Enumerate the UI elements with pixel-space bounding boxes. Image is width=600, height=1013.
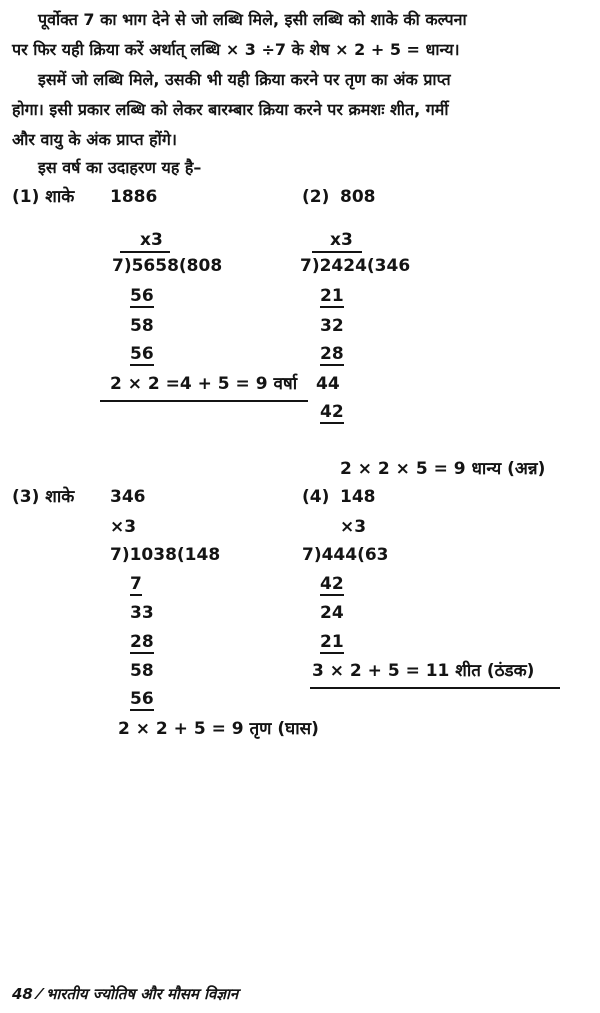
example-3-division: 7)1038(148: [110, 545, 221, 565]
example-2-step: 44: [316, 374, 340, 394]
example-1-value: 1886: [110, 187, 158, 207]
example-1-step: 58: [130, 316, 154, 336]
example-1-mult-line: [120, 251, 170, 253]
paragraph-line: और वायु के अंक प्राप्त होंगे।: [12, 130, 177, 149]
example-2-multiplier: x3: [330, 230, 353, 250]
example-1-multiplier: x3: [140, 230, 163, 250]
paragraph-line: होगा। इसी प्रकार लब्धि को लेकर बारम्बार क्रिया करने पर क्रमशः शीत, गर्मी: [12, 100, 449, 119]
example-1-result-line: [100, 400, 308, 402]
example-4-result-line: [310, 687, 560, 689]
example-2-label: (2): [302, 187, 330, 207]
example-4-step: 24: [320, 603, 344, 623]
example-3-step: 33: [130, 603, 154, 623]
example-4-step: 42: [320, 574, 344, 594]
paragraph-line: इस वर्ष का उदाहरण यह है–: [38, 158, 202, 177]
example-2-division: 7)2424(346: [300, 256, 411, 276]
example-2-result: 2 × 2 × 5 = 9 धान्य (अन्न): [340, 459, 546, 479]
example-1-step: 56: [130, 286, 154, 306]
example-3-value: 346: [110, 487, 146, 507]
paragraph-line: पूर्वोक्त 7 का भाग देने से जो लब्धि मिले, इसी लब्धि को शाके की कल्पना: [38, 10, 467, 29]
example-3-step: 56: [130, 689, 154, 709]
example-4-result: 3 × 2 + 5 = 11 शीत (ठंडक): [312, 661, 535, 681]
example-4-value: 148: [340, 487, 376, 507]
paragraph-line: पर फिर यही क्रिया करें अर्थात् लब्धि × 3 ÷7 के शेष × 2 + 5 = धान्य।: [12, 40, 460, 59]
example-1-step: 56: [130, 344, 154, 364]
example-1-division: 7)5658(808: [112, 256, 223, 276]
example-1-label: (1) शाके: [12, 187, 75, 207]
example-3-multiplier: ×3: [110, 517, 137, 537]
example-2-step: 42: [320, 402, 344, 422]
example-2-step: 28: [320, 344, 344, 364]
example-3-label: (3) शाके: [12, 487, 75, 507]
paragraph-line: इसमें जो लब्धि मिले, उसकी भी यही क्रिया करने पर तृण का अंक प्राप्त: [38, 70, 451, 89]
example-2-step: 21: [320, 286, 344, 306]
example-3-step: 58: [130, 661, 154, 681]
example-3-step: 28: [130, 632, 154, 652]
example-4-division: 7)444(63: [302, 545, 389, 565]
example-3-step: 7: [130, 574, 142, 594]
example-1-result: 2 × 2 =4 + 5 = 9 वर्षा: [110, 374, 298, 394]
example-2-step: 32: [320, 316, 344, 336]
example-4-label: (4): [302, 487, 330, 507]
page-footer: 48 ⁄ भारतीय ज्योतिष और मौसम विज्ञान: [12, 985, 239, 1003]
example-4-step: 21: [320, 632, 344, 652]
example-2-mult-line: [312, 251, 362, 253]
example-2-value: 808: [340, 187, 376, 207]
example-3-result: 2 × 2 + 5 = 9 तृण (घास): [118, 719, 319, 739]
example-4-multiplier: ×3: [340, 517, 367, 537]
